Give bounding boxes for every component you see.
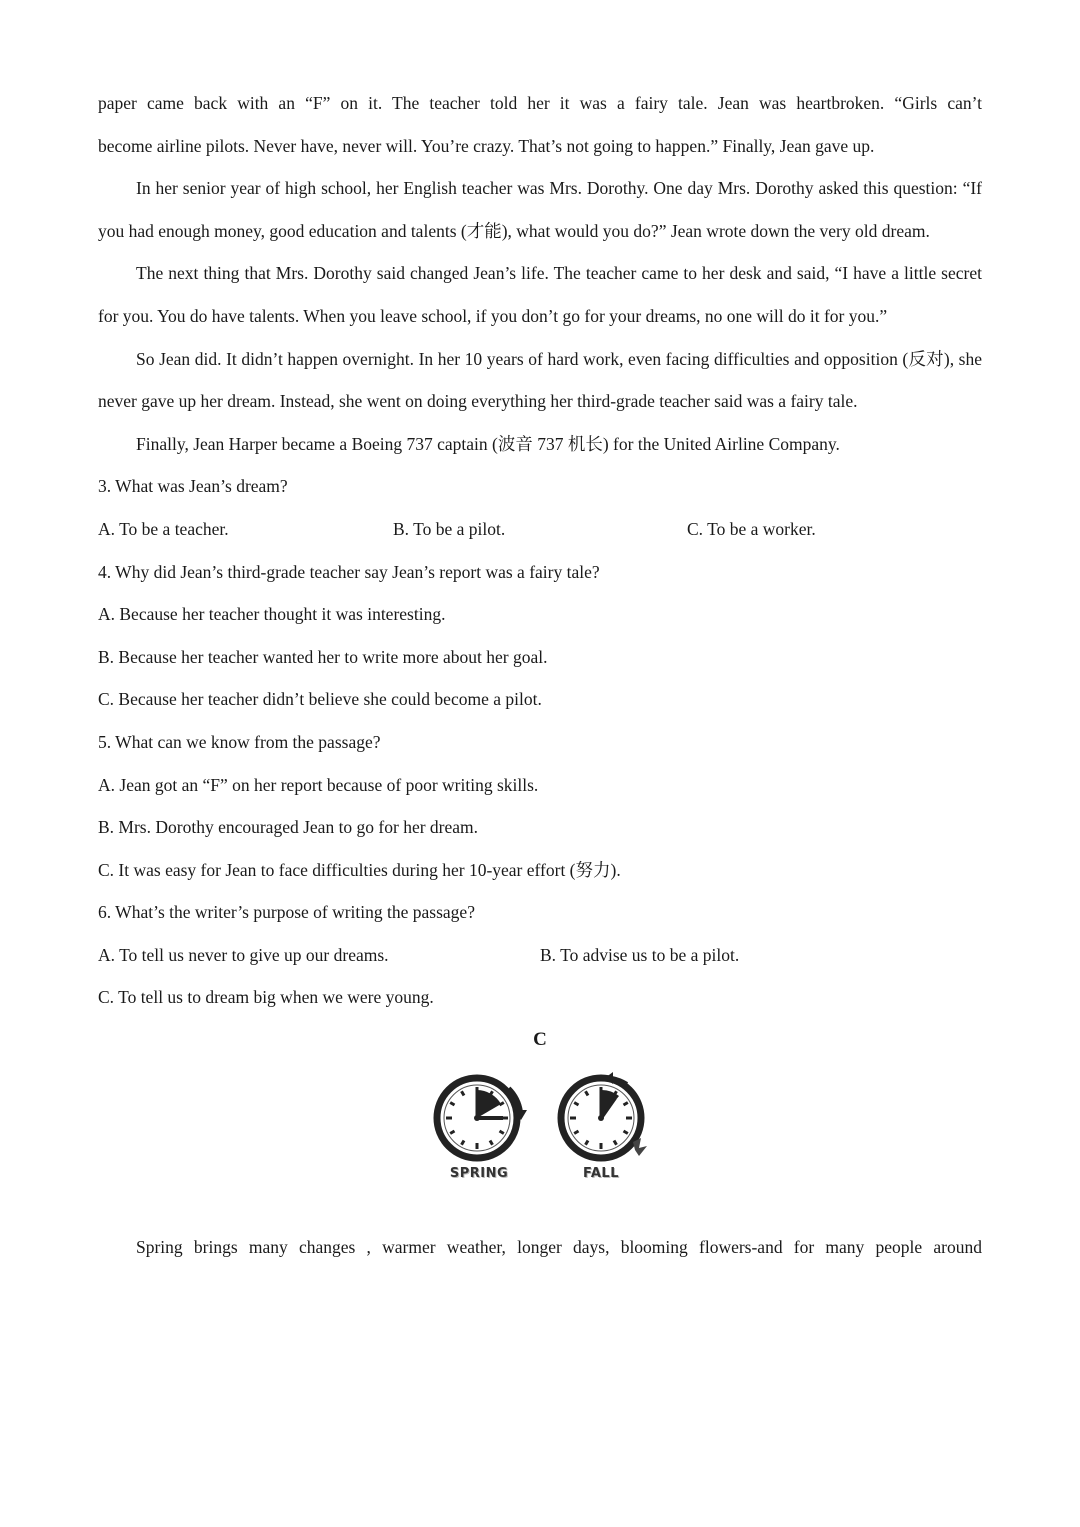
option-b: B. To advise us to be a pilot. <box>540 944 740 965</box>
clock-illustration <box>98 1066 982 1216</box>
passage-paragraph: Finally, Jean Harper became a Boeing 737 captain (波音 737 机长) for the United Airline Company. <box>136 433 840 454</box>
question-options <box>98 508 982 551</box>
option-a: A. Because her teacher thought it was interesting. <box>98 604 446 625</box>
clock-icon <box>429 1066 529 1166</box>
question-options <box>98 934 982 977</box>
option-b: B. Because her teacher wanted her to write more about her goal. <box>98 646 548 667</box>
option-c: C. To be a worker. <box>687 518 816 539</box>
passage-paragraph: So Jean did. It didn’t happen overnight. In her 10 years of hard work, even facing difficulties and opposition (反对), she never gave up her dream. Instead, she went on doing everything her third-grade teacher said was a fairy tale. <box>98 348 982 412</box>
clock-label: SPRING <box>449 1165 509 1181</box>
clock-label: FALL <box>582 1165 620 1181</box>
passage-paragraph: The next thing that Mrs. Dorothy said changed Jean’s life. The teacher came to her desk and said, “I have a little secret for you. You do have talents. When you leave school, if you don’t go for your dreams, no one will do it for you.” <box>98 263 982 326</box>
fall-clock <box>551 1066 651 1216</box>
spring-clock <box>429 1066 529 1216</box>
option-a: A. To tell us never to give up our dreams. <box>98 944 389 965</box>
question-stem: 5. What can we know from the passage? <box>98 731 381 752</box>
section-heading: C <box>533 1029 547 1051</box>
clock-icon <box>551 1066 651 1166</box>
passage-paragraph: Spring brings many changes , warmer weather, longer days, blooming flowers-and for many people around <box>136 1236 982 1257</box>
option-a: A. Jean got an “F” on her report because of poor writing skills. <box>98 774 539 795</box>
question-stem: 6. What’s the writer’s purpose of writing the passage? <box>98 902 475 923</box>
option-b: B. To be a pilot. <box>393 518 506 539</box>
option-b: B. Mrs. Dorothy encouraged Jean to go for her dream. <box>98 817 479 838</box>
passage-paragraph <box>98 82 982 167</box>
option-c: C. It was easy for Jean to face difficulties during her 10-year effort (努力). <box>98 859 621 880</box>
text-line: paper came back with an “F” on it. The teacher told her it was a fairy tale. Jean was heartbroken. “Girls can’t <box>98 93 982 113</box>
option-c: C. Because her teacher didn’t believe she could become a pilot. <box>98 689 542 710</box>
question-stem: 4. Why did Jean’s third-grade teacher say Jean’s report was a fairy tale? <box>98 561 600 582</box>
question-stem: 3. What was Jean’s dream? <box>98 476 288 497</box>
document-page <box>98 82 982 1268</box>
option-c: C. To tell us to dream big when we were young. <box>98 987 434 1008</box>
text-line: become airline pilots. Never have, never will. You’re crazy. That’s not going to happen.” Finally, Jean gave up. <box>98 135 875 156</box>
passage-paragraph: In her senior year of high school, her English teacher was Mrs. Dorothy. One day Mrs. Dorothy asked this question: “If you had enough money, good education and talents (才能), what would you do?” Jean wrote down the very old dream. <box>98 178 982 241</box>
option-a: A. To be a teacher. <box>98 518 229 539</box>
